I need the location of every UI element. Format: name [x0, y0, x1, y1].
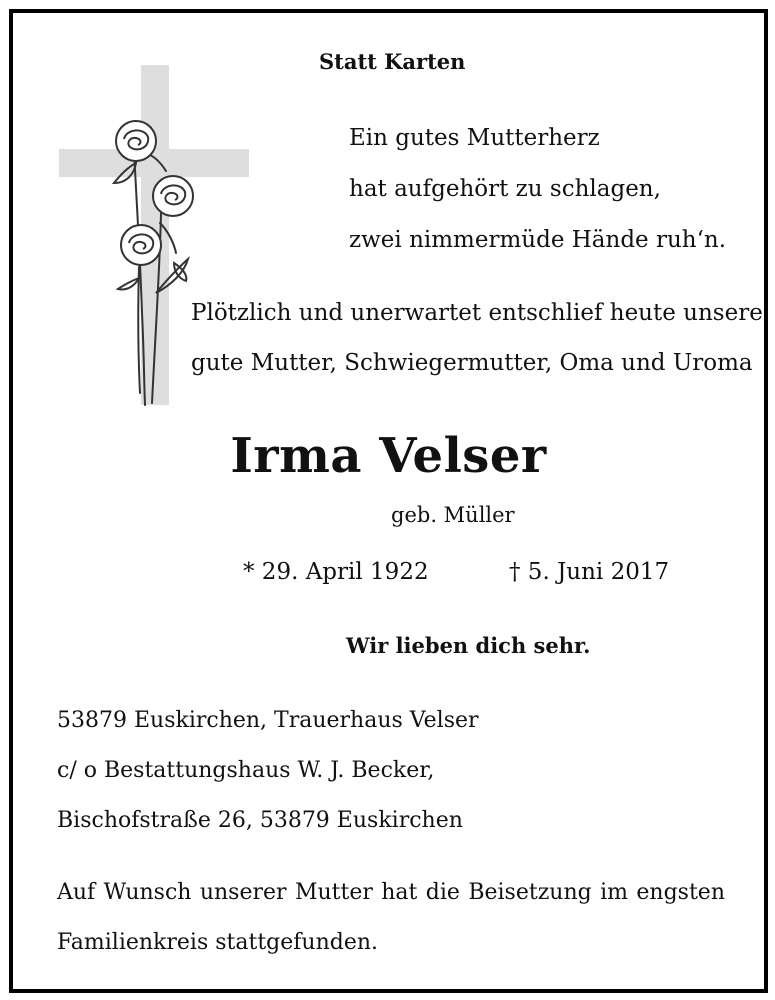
rose-icon: [121, 225, 161, 265]
address-line: Bischofstraße 26, 53879 Euskirchen: [57, 808, 463, 833]
intro-line: gute Mutter, Schwiegermutter, Oma und Uroma: [191, 350, 753, 376]
poem-line: Ein gutes Mutterherz: [349, 125, 600, 151]
intro-line: Plötzlich und unerwartet entschlief heute unsere: [191, 300, 763, 326]
maiden-name: geb. Müller: [391, 503, 515, 527]
address-line: 53879 Euskirchen, Trauerhaus Velser: [57, 708, 479, 733]
poem-line: zwei nimmermüde Hände ruh‘n.: [349, 227, 727, 253]
deceased-name: Irma Velser: [230, 428, 547, 484]
address-line: c/ o Bestattungshaus W. J. Becker,: [57, 758, 435, 783]
rose-icon: [116, 121, 156, 161]
closing-line: Auf Wunsch unserer Mutter hat die Beisetzung im engsten: [57, 880, 725, 905]
motto: Wir lieben dich sehr.: [346, 633, 591, 658]
notice-header: Statt Karten: [319, 49, 466, 74]
closing-line: Familienkreis stattgefunden.: [57, 930, 379, 955]
poem-line: hat aufgehört zu schlagen,: [349, 176, 661, 202]
obituary-notice: [9, 9, 768, 993]
birth-date: * 29. April 1922: [243, 559, 429, 585]
death-date: † 5. Juni 2017: [509, 559, 670, 585]
rose-icon: [153, 176, 193, 216]
